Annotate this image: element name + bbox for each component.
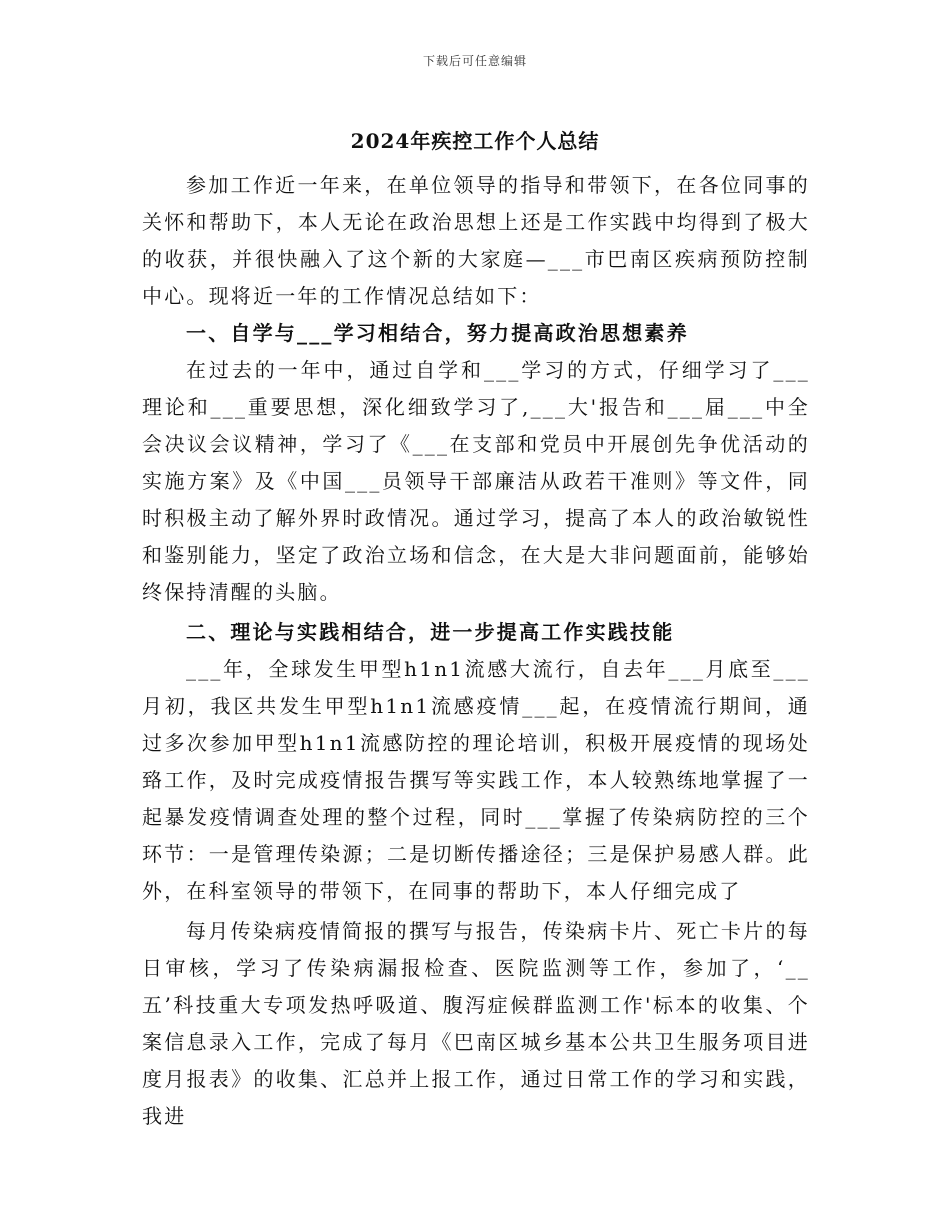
section-1-heading: 一、自学与___学习相结合，努力提高政治思想素养 (186, 321, 689, 345)
section-2-paragraph-2: 每月传染病疫情简报的撰写与报告，传染病卡片、死亡卡片的每日审核，学习了传染病漏报检查、医院监测等工作，参加了，‘__五’科技重大专项发热呼吸道、腹泻症候群监测工作'标本的收集、个案信息录入工作，完成了每月《巴南区城乡基本公共卫生服务项目进度月报表》的收集、汇总并上报工作，通过日常工作的学习和实践，我进 (142, 919, 810, 1128)
section-2-heading: 二、理论与实践相结合，进一步提高工作实践技能 (186, 620, 675, 644)
section-2-paragraph-1: ___年，全球发生甲型h1n1流感大流行，自去年___月底至___月初，我区共发生甲型h1n1流感疫情___起，在疫情流行期间，通过多次参加甲型h1n1流感防控的理论培训，积极开展疫情的现场处臵工作，及时完成疫情报告撰写等实践工作，本人较熟练地掌握了一起暴发疫情调查处理的整个过程，同时___掌握了传染病防控的三个环节：一是管理传染源；二是切断传播途径；三是保护易感人群。此外，在科室领导的带领下，在同事的帮助下，本人仔细完成了 (142, 657, 810, 903)
header-note: 下载后可任意编辑 (422, 54, 527, 68)
document-body (142, 167, 810, 1135)
section-1-paragraph: 在过去的一年中，通过自学和___学习的方式，仔细学习了___理论和___重要思想，深化细致学习了,___大'报告和___届___中全会决议会议精神，学习了《___在支部和党员中开展创先争优活动的实施方案》及《中国___员领导干部廉洁从政若干准则》等文件，同时积极主动了解外界时政情况。通过学习，提高了本人的政治敏锐性和鉴别能力，坚定了政治立场和信念，在大是大非问题面前，能够始终保持清醒的头脑。 (142, 358, 810, 604)
document-title: 2024年疾控工作个人总结 (350, 129, 600, 153)
intro-paragraph: 参加工作近一年来，在单位领导的指导和带领下，在各位同事的关怀和帮助下，本人无论在政治思想上还是工作实践中均得到了极大的收获，并很快融入了这个新的大家庭—___市巴南区疾病预防控制中心。现将近一年的工作情况总结如下： (142, 173, 810, 308)
